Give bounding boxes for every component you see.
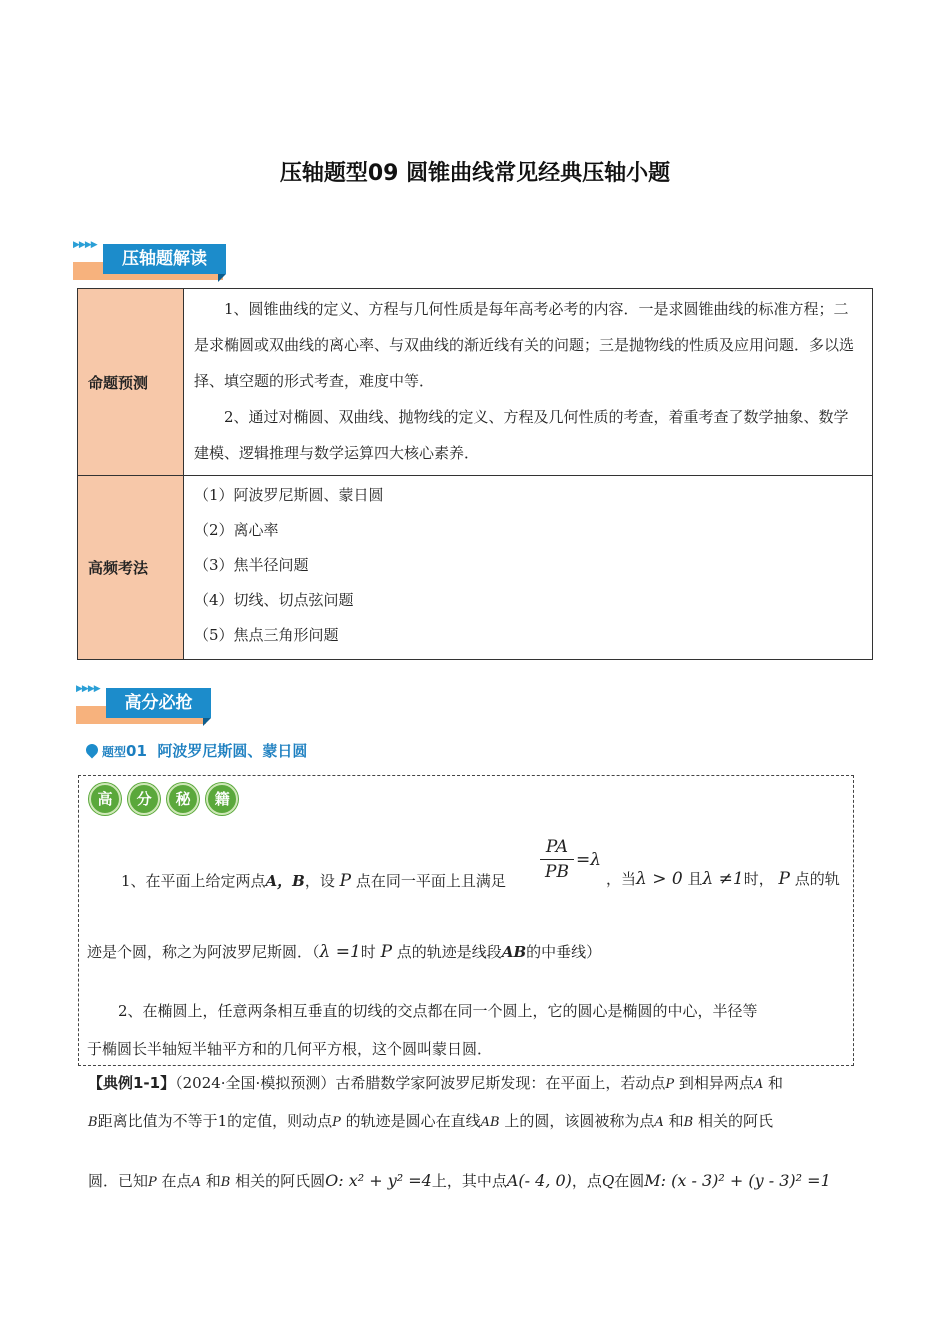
badge: 高 [89,783,121,815]
location-pin-icon [84,742,101,759]
tips-line: 于椭圆长半轴短半轴平方和的几何平方根，这个圆叫蒙日圆． [87,1040,493,1058]
table-row [78,476,873,660]
fraction-pa-pb: PA PB [540,837,574,882]
badge-row [89,783,240,815]
tips-line: ，当λ > 0 且λ ≠1时， P 点的轨 [606,869,840,889]
page-title: 压轴题型09 圆锥曲线常见经典压轴小题 [279,161,671,186]
paragraph: 2、通过对椭圆、双曲线、抛物线的定义、方程及几何性质的考查，着重考查了数学抽象、数学建模、逻辑推理与数学运算四大核心素养． [194,408,849,462]
row-content [184,476,873,660]
tips-line: 2、在椭圆上，任意两条相互垂直的切线的交点都在同一个圆上，它的圆心是椭圆的中心，半径等 [118,1002,758,1020]
arrow-decoration-icon: ▶▶▶▶ [76,684,100,694]
table-row [78,289,873,476]
math-expression: =λ [576,850,602,870]
section-banner-high-score [76,684,221,728]
interpretation-table [77,288,873,660]
circle-o-equation: O: x² + y² =4 [325,1171,432,1190]
section-label: 高分必抢 [106,688,211,718]
row-content [184,289,873,476]
badge: 籍 [206,783,238,815]
list-item: （1）阿波罗尼斯圆、蒙日圆 [194,486,384,504]
circle-m-equation: M: (x - 3)² + (y - 3)² =1 [644,1171,831,1190]
type-heading: 题型01 阿波罗尼斯圆、蒙日圆 [86,740,307,761]
badge: 分 [128,783,160,815]
arrow-decoration-icon: ▶▶▶▶ [73,240,97,250]
list-item: （5）焦点三角形问题 [194,626,339,644]
row-label: 高频考法 [78,476,184,660]
list-item: （4）切线、切点弦问题 [194,591,354,609]
list-item: （2）离心率 [194,521,279,539]
point-a: A(- 4, 0) [506,1171,572,1190]
section-banner-interpretation [73,240,233,284]
paragraph: 1、圆锥曲线的定义、方程与几何性质是每年高考必考的内容．一是求圆锥曲线的标准方程；二是求椭圆或双曲线的离心率、与双曲线的渐近线有关的问题；三是抛物线的性质及应用问题．多以选择、填空题的形式考查，难度中等． [194,300,855,390]
badge: 秘 [167,783,199,815]
example-line: B距离比值为不等于1的定值，则动点P 的轨迹是圆心在直线AB 上的圆，该圆被称为点A 和B 相关的阿氏 [88,1112,773,1130]
list-item: （3）焦半径问题 [194,556,309,574]
tips-box [78,775,854,1066]
example-tag: 【典例1-1】 [88,1074,176,1092]
example-line: 圆．已知P 在点A 和B 相关的阿氏圆O: x² + y² =4上，其中点A(- 4, 0)，点Q在圆M: (x - 3)² + (y - 3)² =1 [88,1171,831,1190]
section-label: 压轴题解读 [103,244,226,274]
example-line: 【典例1-1】（2024·全国·模拟预测）古希腊数学家阿波罗尼斯发现：在平面上，若动点P 到相异两点A 和 [88,1074,784,1092]
tips-line: 1、在平面上给定两点A，B，设 P 点在同一平面上且满足 [121,871,506,891]
tips-line: 迹是个圆，称之为阿波罗尼斯圆．（λ =1时 P 点的轨迹是线段AB的中垂线） [87,942,602,962]
row-label: 命题预测 [78,289,184,476]
